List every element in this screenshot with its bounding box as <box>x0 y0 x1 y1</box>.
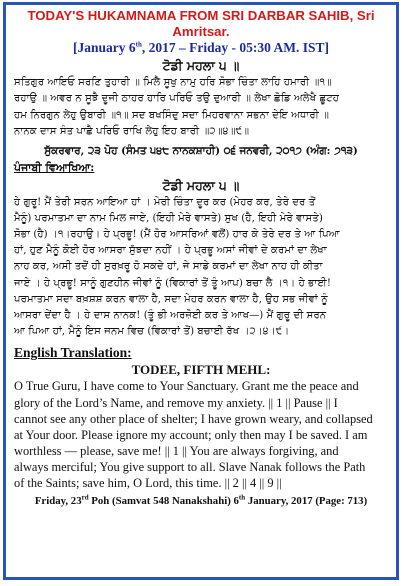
punjabi-line: ਹਾਂ, ਹੁਣ ਮੈਨੂੰ ਕੋਈ ਹੋਰ ਆਸਰਾ ਸੁੱਝਦਾ ਨਹੀਂ । ਹੇ ਪ੍ਰਭੂ ਅਸਾਂ ਜੀਵਾਂ ਦੇ ਕਰਮਾਂ ਦਾ ਲੇਖਾ <box>14 245 327 257</box>
punjabi-line: ਨਾਹ ਕਰ, ਅਸੀ ਤਦੋਂ ਹੀ ਸੁਰਖ਼ਰੂ ਹੋ ਸਕਦੇ ਹਾਂ, ਜੇ ਸਾਡੇ ਕਰਮਾਂ ਦਾ ਲੇਖਾ ਨਾਹ ਹੀ ਕੀਤਾ <box>14 261 323 273</box>
english-line: at Your door. Please ignore my account; only then may I be saved. I am <box>14 427 368 442</box>
punjabi-line: ਆ ਪਿਆ ਹਾਂ, ਮੈਨੂੰ ਇਸ ਜਨਮ ਵਿਚ (ਵਿਕਾਰਾਂ ਤੋਂ) ਬਚਾਈ ਰੱਖ ।੨।੪।੯। <box>14 326 290 338</box>
gurmukhi-date-line: ਸੁੱਕਰਵਾਰ, ੨੩ ਪੋਹ (ਸੰਮਤ ੫੪੮ ਨਾਨਕਸ਼ਾਹੀ) ੦੬ ਜਨਵਰੀ, ੨੦੧੭ (ਅੰਗ: ੭੧੩) <box>44 144 358 157</box>
header-date <box>14 40 388 56</box>
shabad-line: ਹਮ ਨਿਰਗੁਨ ਲੇਹੁ ਉਬਾਰੀ ॥੧॥ ਸਦ ਬਖਸਿੰਦੁ ਸਦਾ ਮਿਹਰਵਾਨਾ ਸਭਨਾ ਦੇਇ ਅਧਾਰੀ ॥ <box>14 109 330 121</box>
punjabi-section-label: ਪੰਜਾਬੀ ਵਿਆਖਿਆ: <box>14 160 95 174</box>
punjabi-line: ਹੇ ਗੁਰੂ! ਮੈਂ ਤੇਰੀ ਸਰਨ ਆਇਆ ਹਾਂ । ਮੇਰੀ ਚਿੰਤਾ ਦੂਰ ਕਰ (ਮੇਹਰ ਕਰ, ਤੇਰੇ ਦਰ ਤੋਂ <box>14 196 316 208</box>
punjabi-line: ਪਰਮਾਤਮਾ ਸਦਾ ਬਖ਼ਸ਼ਸ਼ ਕਰਨ ਵਾਲਾ ਹੈ, ਸਦਾ ਮੇਹਰ ਕਰਨ ਵਾਲਾ ਹੈ, ਉਹ ਸਭ ਜੀਵਾਂ ਨੂੰ <box>14 293 328 305</box>
punjabi-line: ਆਸਰਾ ਦੇਂਦਾ ਹੈ । ਹੇ ਦਾਸ ਨਾਨਕ! (ਤੂੰ ਭੀ ਅਰਜ਼ੋਈ ਕਰ ਤੇ ਆਖ—) ਮੈਂ ਗੁਰੂ ਦੀ ਸਰਨ <box>14 310 327 322</box>
english-date-suffix: January, 2017 (Page: 713) <box>245 495 368 508</box>
english-line: worthless — please, save me! || 1 || You are always forgiving, and <box>14 443 339 458</box>
shabad-line: ਸਤਿਗੁਰ ਆਇਓ ਸਰਣਿ ਤੁਹਾਰੀ ॥ ਮਿਲੈ ਸੂਖੁ ਨਾਮੁ ਹਰਿ ਸੋਭਾ ਚਿੰਤਾ ਲਾਹਿ ਹਮਾਰੀ ॥੧॥ <box>14 77 332 88</box>
shabad-text <box>14 75 388 141</box>
punjabi-line: ਜਾਏ । ਹੇ ਪ੍ਰਭੂ! ਸਾਨੂੰ ਗੁਣਹੀਨ ਜੀਵਾਂ ਨੂੰ (ਵਿਕਾਰਾਂ ਤੋਂ ਤੂੰ ਆਪ) ਬਚਾ ਲੈ ।੧। ਹੇ ਭਾਈ! <box>14 277 332 289</box>
english-text <box>14 378 388 491</box>
english-date-sup1: rd <box>81 493 89 502</box>
punjabi-text <box>14 195 388 341</box>
header-date-suffix: , 2017 – Friday - 05:30 AM. IST] <box>141 40 329 55</box>
shabad-line: ਰਹਾਉ ॥ ਅਵਰ ਨ ਸੂਝੈ ਦੂਜੀ ਠਾਹਰ ਹਾਰਿ ਪਰਿਓ ਤਉ ਦੁਆਰੀ ॥ ਲੇਖਾ ਛੋਡਿ ਅਲੇਖੈ ਛੂਟਹ <box>14 93 340 105</box>
shabad-heading: ਟੋਡੀ ਮਹਲਾ ੫ ॥ <box>162 58 240 73</box>
english-line: of the Saints; save him, O Lord, this time. || 2 || 4 || 9 || <box>14 476 282 491</box>
english-date-line <box>14 493 388 509</box>
english-date-prefix: Friday, 23 <box>34 495 82 508</box>
english-line: cannot see any other place of shelter; I have grown weary, and collapsed <box>14 411 373 426</box>
english-date-sup2: th <box>238 493 246 502</box>
header-date-sup: th <box>135 40 142 49</box>
english-line: always merciful; You give support to all. Slave Nanak follows the Path <box>14 459 366 474</box>
english-line: glory of the Lord’s Name, and remove my anxiety. || 1 || Pause || I <box>14 395 338 410</box>
english-date-mid: Poh (Samvat 548 Nanakshahi) 6 <box>88 495 239 508</box>
punjabi-line: ਸੋਭਾ (ਹੈ) ।੧।ਰਹਾਉ। ਹੇ ਪ੍ਰਭੂ! (ਮੈਂ ਹੋਰ ਆਸਰਿਆਂ ਵਲੋਂ) ਹਾਰ ਕੇ ਤੇਰੇ ਦਰ ਤੇ ਆ ਪਿਆ <box>14 229 340 241</box>
header-date-prefix: [January 6 <box>73 40 136 55</box>
punjabi-heading: ਟੋਡੀ ਮਹਲਾ ੫ ॥ <box>162 177 240 193</box>
hukamnama-card <box>3 2 399 580</box>
shabad-line: ਨਾਨਕ ਦਾਸ ਸੰਤ ਪਾਛੈ ਪਰਿਓ ਰਾਖਿ ਲੇਹੁ ਇਹ ਬਾਰੀ ॥੨॥੪॥੯॥ <box>14 126 250 138</box>
english-section-label: English Translation: <box>14 345 132 361</box>
english-line: O True Guru, I have come to Your Sanctuary. Grant me the peace and <box>14 379 359 394</box>
page-title: TODAY'S HUKAMNAMA FROM SRI DARBAR SAHIB, Sri Amritsar. <box>27 8 375 39</box>
punjabi-line: ਮੈਨੂੰ) ਪਰਮਾਤਮਾ ਦਾ ਨਾਮ ਮਿਲ ਜਾਏ, (ਇਹੀ ਮੇਰੇ ਵਾਸਤੇ) ਸੁਖ (ਹੈ, ਇਹੀ ਮੇਰੇ ਵਾਸਤੇ) <box>14 212 323 224</box>
english-heading: TODEE, FIFTH MEHL: <box>131 362 271 378</box>
